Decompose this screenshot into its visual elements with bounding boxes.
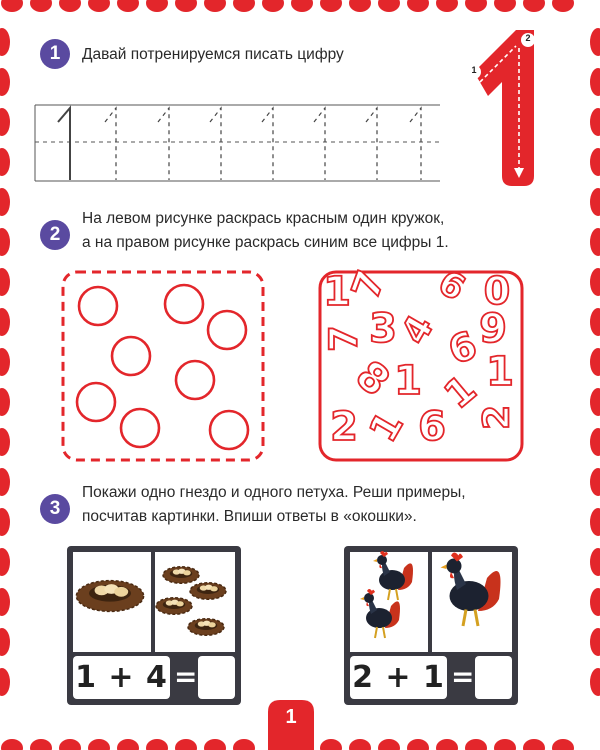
task-1-badge: 1: [40, 39, 70, 69]
puzzle-digit: 1: [486, 349, 514, 395]
border-dot: [349, 0, 371, 12]
nest-icon: [190, 583, 226, 600]
tracing-digits: [58, 108, 421, 180]
nest-icon: [156, 598, 192, 615]
puzzle-digit: 0: [483, 269, 511, 313]
border-dot: [590, 188, 600, 216]
border-dot: [590, 348, 600, 376]
border-dot: [590, 28, 600, 56]
border-dot: [590, 388, 600, 416]
puzzle-digit: 7: [321, 325, 366, 352]
puzzle-digit: 4: [393, 308, 442, 352]
nest-icon: [76, 581, 143, 612]
border-dot: [436, 739, 458, 750]
border-dot: [465, 0, 487, 12]
border-dot: [204, 0, 226, 12]
border-dot: [590, 148, 600, 176]
task-3-instruction-line-1: Покажи одно гнездо и одного петуха. Реши примеры,: [82, 484, 466, 501]
circles-panel: [63, 272, 263, 460]
border-dot: [0, 308, 10, 336]
border-dot: [146, 739, 168, 750]
equation-2-expression: 2 + 1: [350, 656, 447, 699]
border-dot: [407, 0, 429, 12]
puzzle-digit: 7: [343, 264, 394, 305]
equation-1-equals: =: [174, 660, 198, 693]
border-dot: [0, 108, 10, 136]
border-dot: [378, 0, 400, 12]
puzzle-digit: 9: [441, 321, 482, 372]
border-dot: [590, 668, 600, 696]
border-dot: [0, 228, 10, 256]
border-dot: [117, 739, 139, 750]
task-1-instruction: Давай потренируемся писать цифру: [82, 46, 344, 63]
border-dot: [590, 228, 600, 256]
puzzle-digit: 6: [431, 262, 472, 310]
border-dot: [0, 548, 10, 576]
border-dot: [590, 628, 600, 656]
border-dot: [590, 268, 600, 296]
writing-lines: [35, 105, 440, 181]
border-dot: [590, 428, 600, 456]
puzzle-digit: 2: [476, 404, 518, 430]
border-dot: [590, 508, 600, 536]
border-dot: [552, 0, 574, 12]
border-dot: [0, 148, 10, 176]
border-dot: [407, 739, 429, 750]
border-dot: [590, 548, 600, 576]
puzzle-digit: 8: [346, 352, 398, 406]
border-dot: [0, 668, 10, 696]
equation-1-expression: 1 + 4: [73, 656, 170, 699]
border-dot: [204, 739, 226, 750]
border-dot: [0, 428, 10, 456]
digits-panel: [320, 263, 522, 460]
equation-1-answer-box[interactable]: [198, 656, 235, 699]
border-dot: [0, 508, 10, 536]
border-dot: [523, 0, 545, 12]
border-dot: [552, 739, 574, 750]
stroke-step-1-label: 1: [471, 65, 477, 75]
border-dot: [233, 739, 255, 750]
border-dot: [494, 739, 516, 750]
equation-2-equals: =: [451, 660, 475, 693]
puzzle-digit: 3: [369, 306, 397, 352]
border-dot: [0, 628, 10, 656]
puzzle-digit: 1: [360, 404, 412, 450]
puzzle-digit: 6: [418, 404, 446, 450]
border-dot: [30, 0, 52, 12]
border-dot: [146, 0, 168, 12]
border-dot: [590, 468, 600, 496]
border-dot: [494, 0, 516, 12]
puzzle-digit: 1: [394, 358, 422, 404]
border-dot: [88, 0, 110, 12]
puzzle-digit: 1: [323, 269, 351, 315]
border-dot: [320, 0, 342, 12]
border-dot: [590, 68, 600, 96]
border-dot: [320, 739, 342, 750]
border-dot: [590, 108, 600, 136]
border-dot: [0, 388, 10, 416]
border-dot: [0, 68, 10, 96]
border-dot: [175, 739, 197, 750]
puzzle-digit: 2: [330, 404, 358, 450]
border-dot: [30, 739, 52, 750]
big-digit-guide: [467, 30, 535, 186]
border-dot: [590, 308, 600, 336]
task-3-badge: 3: [40, 494, 70, 524]
border-dot: [175, 0, 197, 12]
border-dot: [88, 739, 110, 750]
stroke-step-2-label: 2: [525, 33, 531, 43]
border-dot: [233, 0, 255, 12]
task-2-instruction-line-1: На левом рисунке раскрась красным один кружок,: [82, 210, 445, 227]
puzzle-digit: 1: [435, 366, 485, 418]
border-dot: [0, 588, 10, 616]
border-dot: [291, 0, 313, 12]
border-dot: [1, 739, 23, 750]
border-dot: [0, 468, 10, 496]
border-dot: [262, 0, 284, 12]
border-dot: [117, 0, 139, 12]
puzzle-digit: 9: [479, 306, 507, 352]
equation-2-answer-box[interactable]: [475, 656, 512, 699]
border-dot: [465, 739, 487, 750]
task-2-instruction-line-2: а на правом рисунке раскрась синим все цифры 1.: [82, 234, 449, 251]
border-dot: [378, 739, 400, 750]
border-dot: [436, 0, 458, 12]
nest-icon: [188, 619, 224, 636]
border-dot: [523, 739, 545, 750]
border-dot: [590, 588, 600, 616]
border-dot: [59, 0, 81, 12]
border-dot: [0, 28, 10, 56]
border-dot: [59, 739, 81, 750]
border-dot: [349, 739, 371, 750]
page-number: 1: [285, 706, 297, 728]
border-dot: [0, 348, 10, 376]
border-dot: [0, 188, 10, 216]
task-2-badge: 2: [40, 220, 70, 250]
nest-icon: [163, 567, 199, 584]
border-dot: [0, 268, 10, 296]
border-dot: [1, 0, 23, 12]
task-3-instruction-line-2: посчитав картинки. Впиши ответы в «окошки».: [82, 508, 417, 525]
